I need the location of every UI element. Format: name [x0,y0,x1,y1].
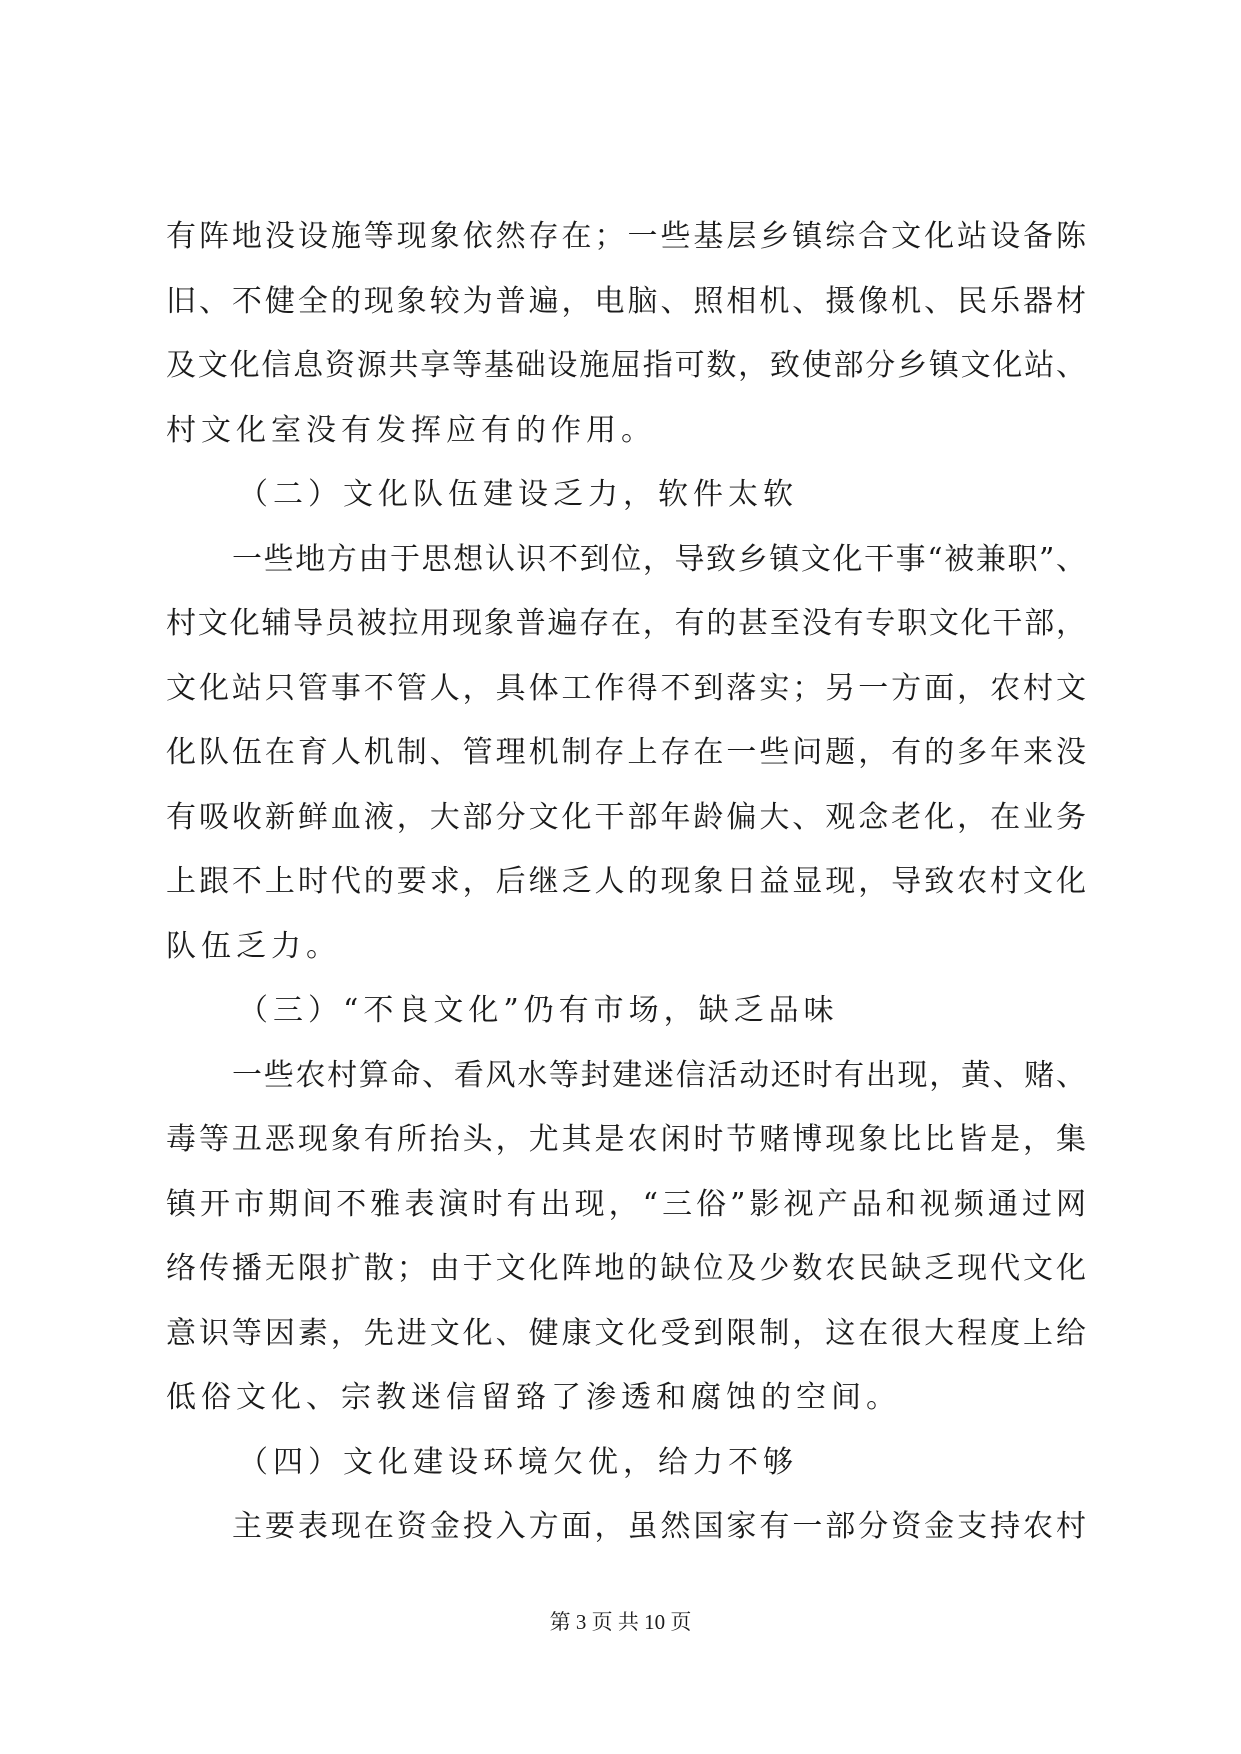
document-body [166,205,1086,1560]
paragraph-line: 旧、不健全的现象较为普遍，电脑、照相机、摄像机、民乐器材 [166,283,1086,319]
paragraph-line: 村文化辅导员被拉用现象普遍存在，有的甚至没有专职文化干部， [166,606,1086,641]
paragraph-line: 上跟不上时代的要求，后继乏人的现象日益显现，导致农村文化 [166,864,1086,899]
section-heading: （三）“不良文化”仍有市场，缺乏品味 [238,993,839,1028]
paragraph-line: 一些农村算命、看风水等封建迷信活动还时有出现，黄、赌、 [232,1057,1086,1093]
paragraph-line: 村文化室没有发挥应有的作用。 [166,412,656,448]
paragraph-line: 低俗文化、宗教迷信留臵了渗透和腐蚀的空间。 [166,1380,901,1415]
paragraph-line: 及文化信息资源共享等基础设施屈指可数，致使部分乡镇文化站、 [166,348,1086,383]
paragraph-line: 队伍乏力。 [166,928,341,964]
paragraph-line: 化队伍在育人机制、管理机制存上存在一些问题，有的多年来没 [166,735,1086,770]
section-heading: （二）文化队伍建设乏力，软件太软 [238,477,798,512]
paragraph-line: 意识等因素，先进文化、健康文化受到限制，这在很大程度上给 [166,1315,1086,1351]
section-heading: （四）文化建设环境欠优，给力不够 [238,1444,798,1480]
paragraph-line: 毒等丑恶现象有所抬头，尤其是农闲时节赌博现象比比皆是，集 [166,1122,1086,1157]
paragraph-line: 主要表现在资金投入方面，虽然国家有一部分资金支持农村 [232,1509,1086,1544]
paragraph-line: 镇开市期间不雅表演时有出现，“三俗”影视产品和视频通过网 [166,1186,1086,1222]
paragraph-line: 文化站只管事不管人，具体工作得不到落实；另一方面，农村文 [166,670,1086,706]
paragraph-line: 络传播无限扩散；由于文化阵地的缺位及少数农民缺乏现代文化 [166,1251,1086,1286]
paragraph-line: 有阵地没设施等现象依然存在；一些基层乡镇综合文化站设备陈 [166,219,1086,254]
page-number-footer: 第 3 页 共 10 页 [549,1610,692,1634]
paragraph-line: 有吸收新鲜血液，大部分文化干部年龄偏大、观念老化，在业务 [166,799,1086,835]
paragraph-line: 一些地方由于思想认识不到位，导致乡镇文化干事“被兼职”、 [232,541,1086,577]
